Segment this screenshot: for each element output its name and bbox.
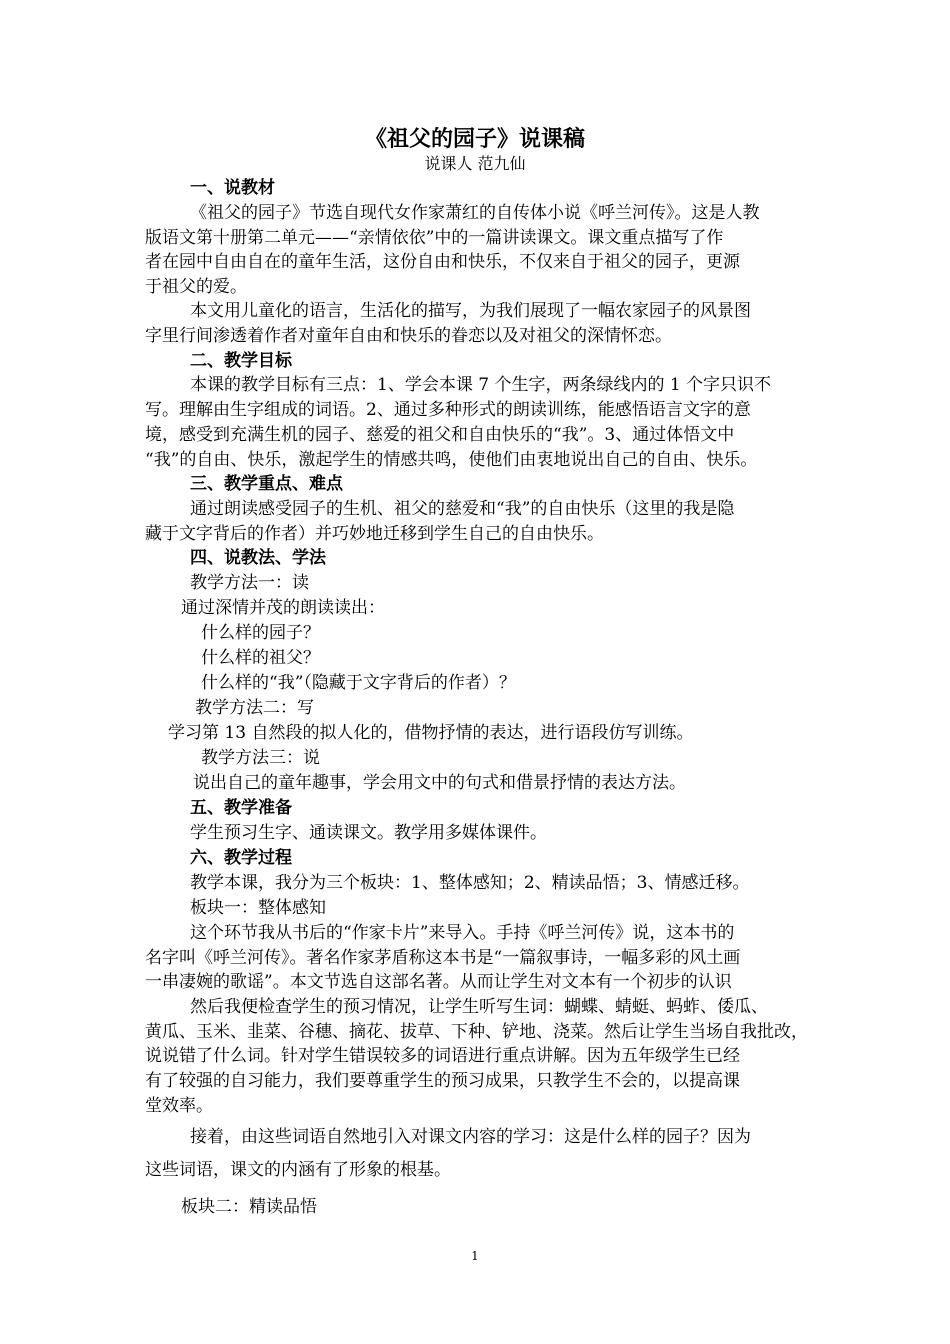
text-line: 堂效率。 <box>145 1096 213 1116</box>
document-title: 《祖父的园子》说课稿 <box>364 126 585 152</box>
text-line: 然后我便检查学生的预习情况，让学生听写生词：蝴蝶、蜻蜓、蚂蚱、倭瓜、 <box>190 997 768 1017</box>
text-line: 教学方法一：读 <box>190 573 309 593</box>
text-line: 黄瓜、玉米、韭菜、谷穗、摘花、拔草、下种、铲地、浇菜。然后让学生当场自我批改， <box>145 1022 808 1042</box>
section-heading: 一、说教材 <box>190 178 275 198</box>
text-line: 说出自己的童年趣事，学会用文中的句式和借景抒情的表达方法。 <box>193 773 686 793</box>
text-line: 教学方法三：说 <box>201 748 320 768</box>
text-line: 教学方法二：写 <box>195 698 314 718</box>
text-line: 于祖父的爱。 <box>145 277 247 297</box>
text-line: 本文用儿童化的语言，生活化的描写，为我们展现了一幅农家园子的风景图 <box>190 301 751 321</box>
text-line: 藏于文字背后的作者）并巧妙地迁移到学生自己的自由快乐。 <box>145 524 604 544</box>
text-line: 什么样的“我”（隐藏于文字背后的作者）？ <box>201 673 516 693</box>
byline: 说课人 范九仙 <box>424 154 526 173</box>
text-line: 境，感受到充满生机的园子、慈爱的祖父和自由快乐的“我”。3、通过体悟文中 <box>145 425 735 445</box>
text-line: 者在园中自由自在的童年生活，这份自由和快乐，不仅来自于祖父的园子，更源 <box>145 252 740 272</box>
text-line: 版语文第十册第二单元——“亲情依依”中的一篇讲读课文。课文重点描写了作 <box>145 228 724 248</box>
text-line: 说说错了什么词。针对学生错误较多的词语进行重点讲解。因为五年级学生已经 <box>145 1046 740 1066</box>
text-line: 写。理解由生字组成的词语。2、通过多种形式的朗读训练，能感悟语言文字的意 <box>145 400 751 420</box>
text-line: 名字叫《呼兰河传》。著名作家茅盾称这本书是“一篇叙事诗，一幅多彩的风土画 <box>145 948 741 968</box>
text-line: 本课的教学目标有三点：1、学会本课 7 个生字，两条绿线内的 1 个字只识不 <box>190 375 772 395</box>
text-line: 《祖父的园子》节选自现代女作家萧红的自传体小说《呼兰河传》。这是人教 <box>190 203 760 223</box>
text-line: 通过朗读感受园子的生机、祖父的慈爱和“我”的自由快乐（这里的我是隐 <box>190 499 735 519</box>
text-line: 什么样的祖父？ <box>201 648 320 668</box>
text-line: 教学本课，我分为三个板块：1、整体感知；2、精读品悟；3、情感迁移。 <box>190 873 750 893</box>
text-line: 什么样的园子？ <box>201 623 320 643</box>
text-line: 有了较强的自习能力，我们要尊重学生的预习成果，只教学生不会的，以提高课 <box>145 1071 740 1091</box>
text-line: 一串凄婉的歌谣”。本文节选自这部名著。从而让学生对文本有一个初步的认识 <box>145 972 732 992</box>
text-line: 这个环节我从书后的“作家卡片”来导入。手持《呼兰河传》说，这本书的 <box>190 923 735 943</box>
section-heading: 六、教学过程 <box>190 848 292 868</box>
text-line: 学生预习生字、通读课文。教学用多媒体课件。 <box>190 823 547 843</box>
section-heading: 五、教学准备 <box>190 798 292 818</box>
section-heading: 四、说教法、学法 <box>190 548 326 568</box>
text-line: 这些词语，课文的内涵有了形象的根基。 <box>145 1160 451 1180</box>
section-heading: 二、教学目标 <box>190 351 292 371</box>
page-number: 1 <box>471 1249 479 1263</box>
text-line: “我”的自由、快乐，激起学生的情感共鸣，使他们由衷地说出自己的自由、快乐。 <box>145 450 758 470</box>
section-heading: 三、教学重点、难点 <box>190 474 343 494</box>
text-line: 板块二：精读品悟 <box>181 1197 317 1217</box>
text-line: 字里行间渗透着作者对童年自由和快乐的眷恋以及对祖父的深情怀恋。 <box>145 326 672 346</box>
text-line: 学习第 13 自然段的拟人化的，借物抒情的表达，进行语段仿写训练。 <box>168 723 694 743</box>
text-line: 通过深情并茂的朗读读出： <box>181 598 385 618</box>
text-line: 板块一：整体感知 <box>190 898 326 918</box>
text-line: 接着，由这些词语自然地引入对课文内容的学习：这是什么样的园子？因为 <box>190 1127 751 1147</box>
